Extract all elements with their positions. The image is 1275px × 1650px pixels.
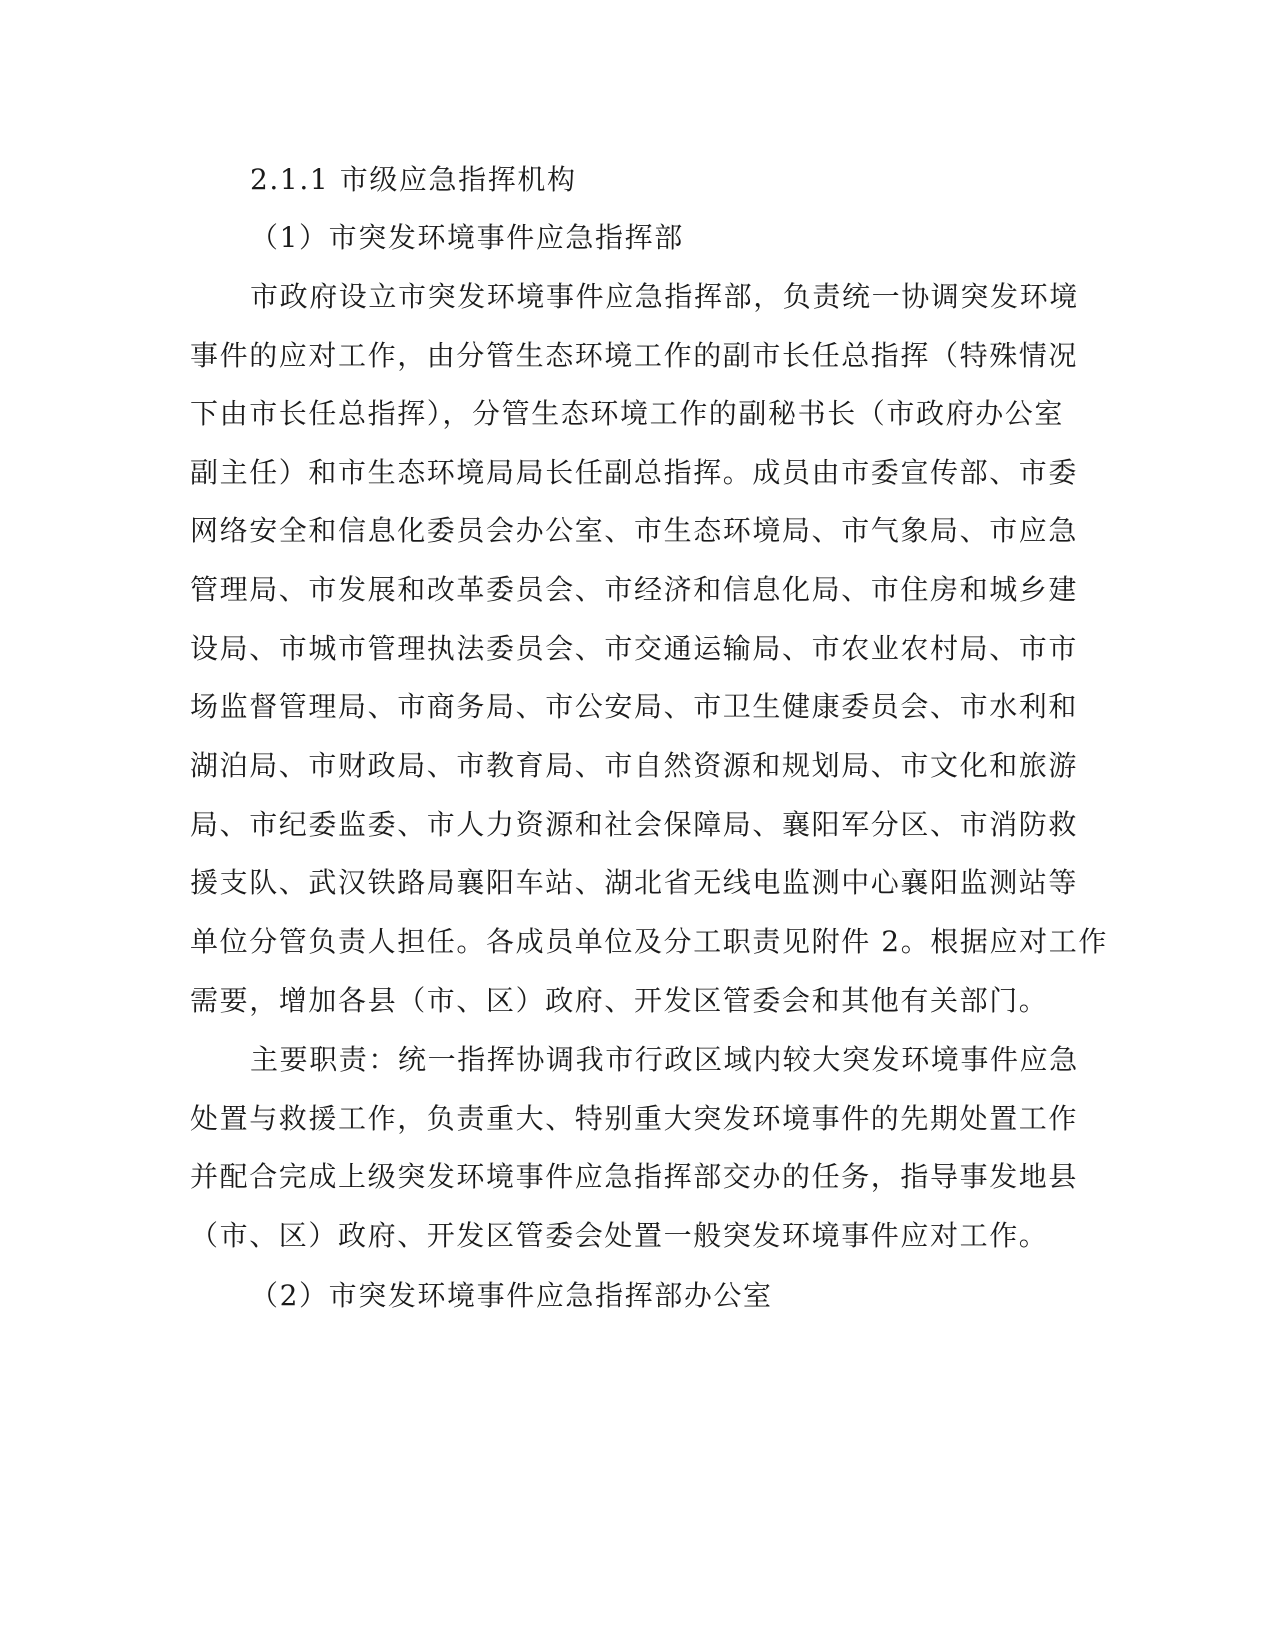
paragraph-1-line: 下由市长任总指挥），分管生态环境工作的副秘书长（市政府办公室 <box>190 397 1065 430</box>
paragraph-2-line: 主要职责：统一指挥协调我市行政区域内较大突发环境事件应急 <box>250 1043 1079 1076</box>
subsection-heading-1: （1）市突发环境事件应急指挥部 <box>250 221 684 254</box>
paragraph-1-line: 设局、市城市管理执法委员会、市交通运输局、市农业农村局、市市 <box>190 632 1079 665</box>
section-heading-2-1-1: 2.1.1 市级应急指挥机构 <box>250 163 577 196</box>
paragraph-1-line: 援支队、武汉铁路局襄阳车站、湖北省无线电监测中心襄阳监测站等 <box>190 866 1079 899</box>
paragraph-1-line: 网络安全和信息化委员会办公室、市生态环境局、市气象局、市应急 <box>190 514 1079 547</box>
paragraph-1-line: 湖泊局、市财政局、市教育局、市自然资源和规划局、市文化和旅游 <box>190 749 1079 782</box>
paragraph-1-line: 管理局、市发展和改革委员会、市经济和信息化局、市住房和城乡建 <box>190 573 1079 606</box>
paragraph-1-line: 局、市纪委监委、市人力资源和社会保障局、襄阳军分区、市消防救 <box>190 808 1079 841</box>
paragraph-1-line: 需要，增加各县（市、区）政府、开发区管委会和其他有关部门。 <box>190 984 1049 1017</box>
paragraph-2-line: 并配合完成上级突发环境事件应急指挥部交办的任务，指导事发地县 <box>190 1160 1079 1193</box>
paragraph-1-line: 场监督管理局、市商务局、市公安局、市卫生健康委员会、市水利和 <box>190 690 1079 723</box>
paragraph-2-line: 处置与救援工作，负责重大、特别重大突发环境事件的先期处置工作 <box>190 1102 1079 1135</box>
paragraph-1-line: 事件的应对工作，由分管生态环境工作的副市长任总指挥（特殊情况 <box>190 339 1079 372</box>
paragraph-1-line: 单位分管负责人担任。各成员单位及分工职责见附件 2。根据应对工作 <box>190 925 1108 958</box>
paragraph-2-line: （市、区）政府、开发区管委会处置一般突发环境事件应对工作。 <box>190 1219 1049 1252</box>
paragraph-1-line: 副主任）和市生态环境局局长任副总指挥。成员由市委宣传部、市委 <box>190 456 1079 489</box>
subsection-heading-2: （2）市突发环境事件应急指挥部办公室 <box>250 1279 773 1312</box>
paragraph-1-line: 市政府设立市突发环境事件应急指挥部，负责统一协调突发环境 <box>250 280 1079 313</box>
